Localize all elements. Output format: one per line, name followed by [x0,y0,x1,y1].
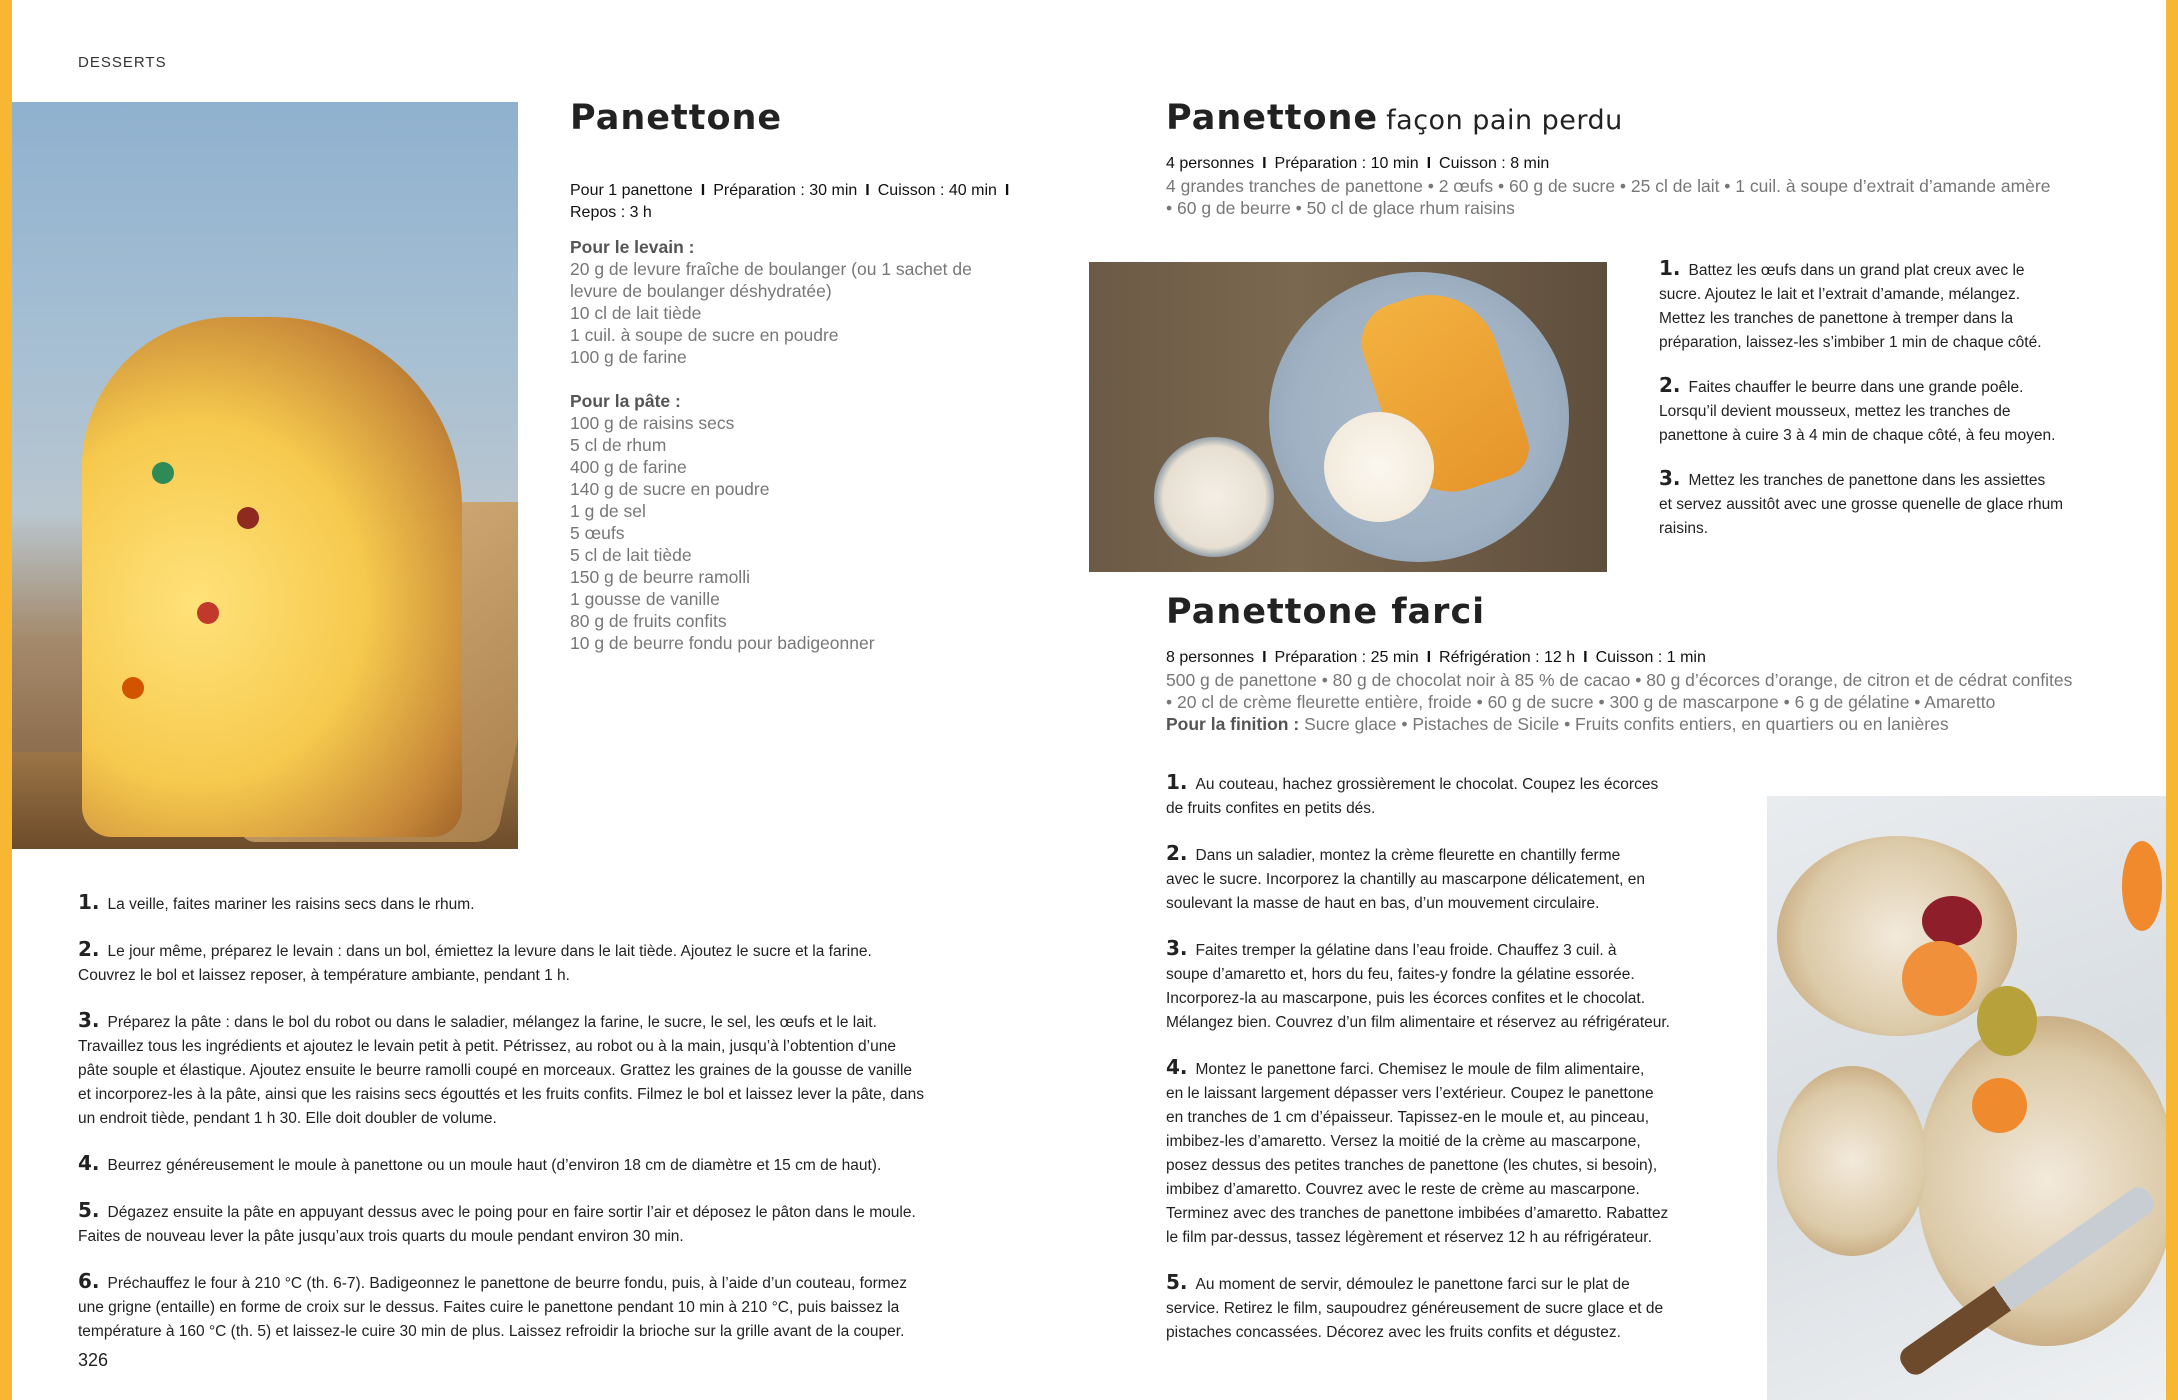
step-line: Le jour même, préparez le levain : dans un bol, émiettez la levure dans le lait tiède. Ajoutez le sucre et la farine. [107,943,872,960]
step-number: 3. [78,1008,100,1032]
step-line: imbibez d’amaretto. Couvrez avec le reste de crème au mascarpone. [1166,1181,1640,1198]
step-line: Dégazez ensuite la pâte en appuyant dessus avec le poing pour en faire sortir l’air et déposez le pâton dans le moule. [107,1204,916,1221]
panettone-photo [12,102,518,849]
step-line: imbibez-les d’amaretto. Versez la moitié de la crème au mascarpone, [1166,1133,1641,1150]
recipe3-ingredients [1166,669,2166,735]
candied-fruit [1972,1078,2027,1133]
panettone-piece [1917,1016,2166,1346]
step-number: 1. [1166,770,1188,794]
section-label: DESSERTS [78,54,167,71]
step [78,1269,998,1344]
recipe3-steps [1166,770,1726,1365]
ingredient-line: levure de boulanger déshydratée) [570,281,832,301]
candied-fruit [237,507,259,529]
step-number: 5. [1166,1270,1188,1294]
step-line: Dans un saladier, montez la crème fleurette en chantilly ferme [1195,847,1621,864]
candied-fruit [1977,986,2037,1056]
step-line: Faites chauffer le beurre dans une grande poêle. [1688,379,2024,396]
right-page-edge [2166,0,2178,1400]
ingredient-line: 5 cl de lait tiède [570,545,692,565]
step-line: Préparez la pâte : dans le bol du robot ou dans le saladier, mélangez la farine, le sucre, le sel, les œufs et le lait. [107,1014,877,1031]
recipe-meta: Pour 1 panettone I Préparation : 30 min I Cuisson : 40 min I Repos : 3 h [570,182,1010,221]
cook-time: Cuisson : 8 min [1439,155,1550,172]
rest-time: Repos : 3 h [570,204,652,221]
step-line: Couvrez le bol et laissez reposer, à température ambiante, pendant 1 h. [78,967,570,984]
step-line: Préchauffez le four à 210 °C (th. 6-7). Badigeonnez le panettone de beurre fondu, puis, à l’aide d’un couteau, formez [107,1275,908,1292]
ingredient-line: 1 g de sel [570,501,646,521]
step-line: posez dessus des petites tranches de panettone (les chutes, si besoin), [1166,1157,1658,1174]
recipe-title-main: Panettone [1166,98,1379,138]
step-line: préparation, laissez-les s’imbiber 1 min de chaque côté. [1659,334,2042,351]
cook-time: Cuisson : 40 min [877,182,997,199]
step [1659,256,2099,355]
recipe-subtitle: façon pain perdu [1386,105,1623,136]
step-line: en le laissant largement dépasser vers l’extérieur. Coupez le panettone [1166,1085,1654,1102]
step-line: Mettez les tranches de panettone à tremper dans la [1659,310,2014,327]
step-line: une grigne (entaille) en forme de croix sur le dessus. Faites cuire le panettone pendant 10 min à 210 °C, puis baissez la [78,1299,900,1316]
ingredient-line: • 60 g de beurre • 50 cl de glace rhum raisins [1166,198,1515,218]
step-line: Lorsqu’il devient mousseux, mettez les tranches de [1659,403,2011,420]
step-line: panettone à cuire 3 à 4 min de chaque côté, à feu moyen. [1659,427,2056,444]
ingredient-line: 1 gousse de vanille [570,589,720,609]
finish-label: Pour la finition : [1166,714,1300,734]
step-number: 4. [78,1151,100,1175]
step-line: raisins. [1659,520,1709,537]
step-line: et servez aussitôt avec une grosse quenelle de glace rhum [1659,496,2064,513]
recipe-meta: 8 personnes I Préparation : 25 min I Réfrigération : 12 h I Cuisson : 1 min [1166,649,1706,666]
ingredient-line: 10 cl de lait tiède [570,303,702,323]
pain-perdu-photo [1089,262,1607,572]
step-number: 3. [1659,466,1681,490]
step-line: Au couteau, hachez grossièrement le chocolat. Coupez les écorces [1195,776,1659,793]
step [78,937,998,988]
panettone-farci-photo [1767,796,2166,1400]
ingredients-levain [570,236,1030,368]
candied-fruit [1922,896,1982,946]
ingredients-pate [570,390,1030,654]
levain-heading: Pour le levain : [570,237,695,257]
step-number: 2. [1659,373,1681,397]
step-number: 1. [78,890,100,914]
servings: 8 personnes [1166,649,1255,666]
step-line: Travaillez tous les ingrédients et ajoutez le levain petit à petit. Pétrissez, au robot ou à la main, jusqu’à l’obtention d’une [78,1038,896,1055]
ingredient-line: 10 g de beurre fondu pour badigeonner [570,633,875,653]
panettone-loaf [82,317,462,837]
ingredient-line: 100 g de farine [570,347,687,367]
cook-time: Cuisson : 1 min [1595,649,1706,666]
recipe-meta: 4 personnes I Préparation : 10 min I Cuisson : 8 min [1166,155,1550,172]
step-line: Faites tremper la gélatine dans l’eau froide. Chauffez 3 cuil. à [1195,942,1617,959]
ingredient-line: 100 g de raisins secs [570,413,735,433]
recipe-title [1166,98,1623,138]
step-line: Incorporez-la au mascarpone, puis les écorces confites et le chocolat. [1166,990,1646,1007]
step [1659,373,2099,448]
recipe-title: Panettone farci [1166,592,1486,632]
step-line: Faites de nouveau lever la pâte jusqu’aux trois quarts du moule pendant environ 30 min. [78,1228,684,1245]
step [1166,936,1726,1035]
prep-time: Préparation : 10 min [1274,155,1419,172]
candied-fruit [197,602,219,624]
ingredient-line: 400 g de farine [570,457,687,477]
ice-cream-bowl [1154,437,1274,557]
step-line: Montez le panettone farci. Chemisez le moule de film alimentaire, [1195,1061,1645,1078]
step-line: en tranches de 1 cm d’épaisseur. Tapissez-en le moule et, au pinceau, [1166,1109,1650,1126]
step-line: un endroit tiède, pendant 1 h 30. Elle doit doubler de volume. [78,1110,497,1127]
step-line: et incorporez-les à la pâte, ainsi que les raisins secs égouttés et les fruits confits. Filmez le bol et laissez lever la pâte, dans [78,1086,925,1103]
ingredient-line: 140 g de sucre en poudre [570,479,770,499]
finish-line [1166,713,2166,735]
step-line: température à 160 °C (th. 5) et laissez-le cuire 30 min de plus. Laissez refroidir la brioche sur la grille avant de la couper. [78,1323,905,1340]
prep-time: Préparation : 25 min [1274,649,1419,666]
finish-text: Sucre glace • Pistaches de Sicile • Fruits confits entiers, en quartiers ou en lanières [1304,714,1949,734]
step [1166,1055,1726,1250]
recipe1-steps [78,890,998,1364]
step-line: le film par-dessus, tassez légèrement et réservez 12 h au réfrigérateur. [1166,1229,1652,1246]
step-line: pistaches concassées. Décorez avec les fruits confits et dégustez. [1166,1324,1621,1341]
ingredient-line: 150 g de beurre ramolli [570,567,750,587]
chill-time: Réfrigération : 12 h [1439,649,1576,666]
ingredient-line: 80 g de fruits confits [570,611,727,631]
servings: Pour 1 panettone [570,182,693,199]
ingredient-line: 500 g de panettone • 80 g de chocolat noir à 85 % de cacao • 80 g d’écorces d’orange, de citron et de cédrat confites [1166,670,2073,690]
step-number: 4. [1166,1055,1188,1079]
left-page-edge [0,0,12,1400]
step-number: 2. [78,937,100,961]
step-line: avec le sucre. Incorporez la chantilly au mascarpone délicatement, en [1166,871,1646,888]
servings: 4 personnes [1166,155,1255,172]
ingredient-line: 5 cl de rhum [570,435,667,455]
step [1166,1270,1726,1345]
step [78,1151,998,1178]
step-number: 3. [1166,936,1188,960]
candied-fruit [1902,941,1977,1016]
step [1659,466,2099,541]
ingredient-line: 5 œufs [570,523,625,543]
page-number: 326 [78,1350,109,1370]
step-line: Au moment de servir, démoulez le panettone farci sur le plat de [1195,1276,1630,1293]
step-line: pâte souple et élastique. Ajoutez ensuite le beurre ramolli coupé en morceaux. Grattez les graines de la gousse de vanille [78,1062,913,1079]
step-line: Battez les œufs dans un grand plat creux avec le [1688,262,2025,279]
step-line: soulevant la masse de haut en bas, d’un mouvement circulaire. [1166,895,1600,912]
step-line: La veille, faites mariner les raisins secs dans le rhum. [107,896,475,913]
panettone-piece [1777,1066,1927,1256]
step [1166,841,1726,916]
step-line: Terminez avec des tranches de panettone imbibées d’amaretto. Rabattez [1166,1205,1669,1222]
step [1166,770,1726,821]
step [78,1198,998,1249]
step-number: 2. [1166,841,1188,865]
ingredient-line: • 20 cl de crème fleurette entière, froide • 60 g de sucre • 300 g de mascarpone • 6 g de gélatine • Amaretto [1166,692,1996,712]
pate-heading: Pour la pâte : [570,391,681,411]
ice-cream-scoop [1324,412,1434,522]
step-number: 5. [78,1198,100,1222]
step [78,1008,998,1131]
recipe2-steps [1659,256,2099,561]
candied-fruit [122,677,144,699]
recipe2-ingredients [1166,175,2166,219]
step-line: soupe d’amaretto et, hors du feu, faites-y fondre la gélatine essorée. [1166,966,1635,983]
step-line: de fruits confites en petits dés. [1166,800,1376,817]
step-line: Beurrez généreusement le moule à panettone ou un moule haut (d’environ 18 cm de diamètre et 15 cm de haut). [107,1157,882,1174]
step [78,890,998,917]
ingredient-line: 4 grandes tranches de panettone • 2 œufs • 60 g de sucre • 25 cl de lait • 1 cuil. à soupe d’extrait d’amande amère [1166,176,2051,196]
step-line: service. Retirez le film, saupoudrez généreusement de sucre glace et de [1166,1300,1664,1317]
step-number: 6. [78,1269,100,1293]
step-line: Mélangez bien. Couvrez d’un film alimentaire et réservez au réfrigérateur. [1166,1014,1670,1031]
ingredient-line: 1 cuil. à soupe de sucre en poudre [570,325,839,345]
step-line: sucre. Ajoutez le lait et l’extrait d’amande, mélangez. [1659,286,2020,303]
step-line: Mettez les tranches de panettone dans les assiettes [1688,472,2046,489]
candied-fruit [152,462,174,484]
ingredient-line: 20 g de levure fraîche de boulanger (ou 1 sachet de [570,259,972,279]
prep-time: Préparation : 30 min [713,182,858,199]
candied-fruit [2122,841,2162,931]
step-number: 1. [1659,256,1681,280]
recipe-title: Panettone [570,98,783,138]
